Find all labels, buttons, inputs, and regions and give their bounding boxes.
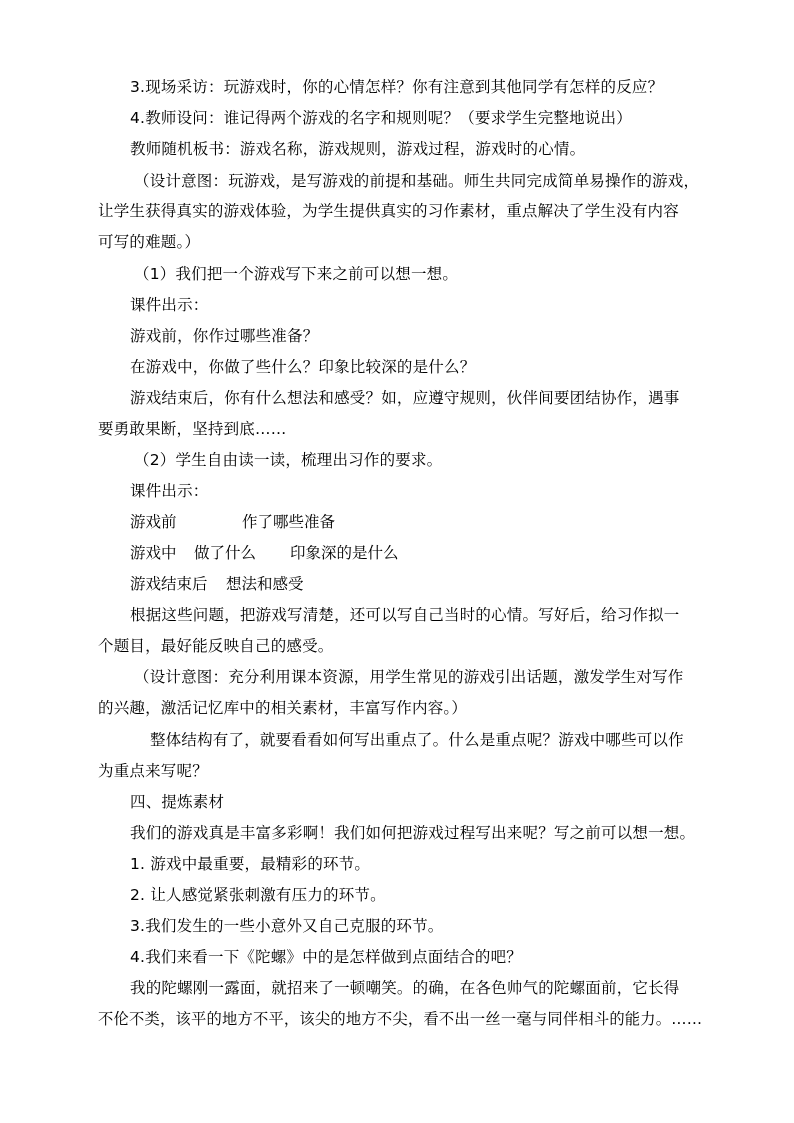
paragraph-line: 个题目，最好能反映自己的感受。 bbox=[98, 637, 334, 655]
course-cell: 印象深的是什么 bbox=[290, 544, 399, 562]
paragraph-line: 教师随机板书：游戏名称，游戏规则，游戏过程，游戏时的心情。 bbox=[130, 140, 586, 158]
paragraph-line: 根据这些问题，把游戏写清楚，还可以写自己当时的心情。写好后，给习作拟一 bbox=[130, 606, 680, 624]
course-cell: 游戏前 bbox=[130, 513, 177, 531]
design-intent-line: 可写的难题。） bbox=[98, 233, 201, 251]
paragraph-line: 要勇敢果断，坚持到底…… bbox=[98, 420, 287, 438]
quote-line: 我的陀螺刚一露面，就招来了一顿嘲笑。的确，在各色帅气的陀螺面前，它长得 bbox=[130, 979, 680, 997]
paragraph-line: 课件出示： bbox=[130, 296, 209, 314]
paragraph-line: （2）学生自由读一读，梳理出习作的要求。 bbox=[134, 451, 443, 469]
paragraph-line: 整体结构有了，就要看看如何写出重点了。什么是重点呢？游戏中哪些可以作 bbox=[150, 731, 684, 749]
paragraph-line: 3.现场采访：玩游戏时，你的心情怎样？你有注意到其他同学有怎样的反应？ bbox=[130, 78, 664, 96]
paragraph-line: 我们的游戏真是丰富多彩啊！我们如何把游戏过程写出来呢？写之前可以想一想。 bbox=[130, 824, 696, 842]
paragraph-line: 游戏结束后，你有什么想法和感受？如，应遵守规则，伙伴间要团结协作，遇事 bbox=[130, 389, 680, 407]
section-heading: 四、提炼素材 bbox=[130, 793, 225, 811]
design-intent-line: 的兴趣，激活记忆库中的相关素材，丰富写作内容。） bbox=[98, 699, 468, 717]
design-intent-line: 让学生获得真实的游戏体验，为学生提供真实的习作素材，重点解决了学生没有内容 bbox=[98, 202, 679, 220]
list-item: 3.我们发生的一些小意外又自己克服的环节。 bbox=[130, 917, 444, 935]
quote-line: 不伦不类，该平的地方不平，该尖的地方不尖，看不出一丝一毫与同伴相斗的能力。…… bbox=[98, 1010, 703, 1028]
course-cell: 做了什么 bbox=[194, 544, 257, 562]
course-cell: 想法和感受 bbox=[226, 575, 304, 593]
list-item: 2. 让人感觉紧张刺激有压力的环节。 bbox=[130, 886, 386, 904]
course-cell: 游戏中 bbox=[130, 544, 177, 562]
design-intent-line: （设计意图：充分利用课本资源，用学生常见的游戏引出话题，激发学生对写作 bbox=[134, 668, 684, 686]
paragraph-line: 课件出示： bbox=[130, 482, 209, 500]
design-intent-line: （设计意图：玩游戏，是写游戏的前提和基础。师生共同完成简单易操作的游戏， bbox=[134, 172, 700, 190]
course-cell: 游戏结束后 bbox=[130, 575, 208, 593]
course-cell: 作了哪些准备 bbox=[242, 513, 336, 531]
paragraph-line: 在游戏中，你做了些什么？印象比较深的是什么？ bbox=[130, 358, 476, 376]
list-item: 1. 游戏中最重要，最精彩的环节。 bbox=[130, 855, 371, 873]
list-item: 4.我们来看一下《陀螺》中的是怎样做到点面结合的吧？ bbox=[130, 948, 522, 966]
paragraph-line: 游戏前，你作过哪些准备？ bbox=[130, 327, 319, 345]
paragraph-line: （1）我们把一个游戏写下来之前可以想一想。 bbox=[134, 265, 459, 283]
paragraph-line: 4.教师设问：谁记得两个游戏的名字和规则呢？（要求学生完整地说出） bbox=[130, 109, 632, 127]
paragraph-line: 为重点来写呢？ bbox=[98, 762, 208, 780]
